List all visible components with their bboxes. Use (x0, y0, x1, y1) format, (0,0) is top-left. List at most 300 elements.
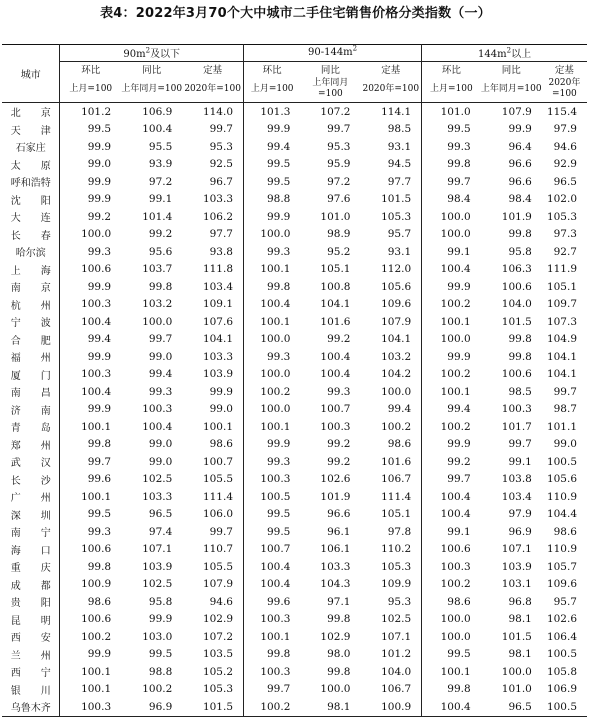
city-name: 哈尔滨 (2, 243, 60, 261)
index-value: 102.5 (142, 473, 173, 486)
index-value: 100.2 (440, 578, 471, 591)
price-index-table (2, 44, 587, 717)
index-value: 106.0 (182, 506, 243, 524)
index-value: 106.9 (546, 683, 577, 696)
base-label-mom: 上月=100 (244, 76, 301, 103)
index-value: 101.5 (360, 191, 421, 209)
index-value: 100.0 (501, 665, 532, 678)
city-name: 乌鲁木齐 (2, 698, 60, 716)
index-value: 100.1 (440, 315, 471, 328)
column-header-yoy: 同比 (320, 65, 340, 76)
table-row (2, 243, 587, 261)
index-value: 98.6 (447, 595, 471, 608)
city-name: 南 京 (2, 278, 60, 296)
index-value: 95.2 (327, 245, 351, 258)
index-value: 111.4 (182, 488, 243, 506)
index-value: 95.7 (553, 595, 577, 608)
column-header-yoy: 同比 (501, 65, 521, 76)
index-value: 100.2 (260, 385, 291, 398)
index-value: 104.2 (360, 366, 421, 384)
index-value: 99.8 (447, 158, 471, 171)
index-value: 99.2 (148, 228, 173, 241)
index-value: 105.1 (360, 506, 421, 524)
index-value: 103.3 (182, 348, 243, 366)
index-value: 99.1 (148, 193, 173, 206)
table-row (2, 611, 587, 629)
city-name: 重 庆 (2, 558, 60, 576)
index-value: 97.1 (327, 595, 351, 608)
index-value: 99.8 (266, 648, 291, 661)
table-row (2, 331, 587, 349)
index-value: 100.2 (360, 418, 421, 436)
index-value: 99.3 (87, 525, 112, 538)
index-value: 99.7 (266, 683, 291, 696)
index-value: 105.3 (360, 558, 421, 576)
index-value: 95.3 (182, 138, 243, 156)
index-value: 103.0 (142, 630, 173, 643)
city-name: 呼和浩特 (2, 173, 60, 191)
index-value: 99.0 (553, 438, 577, 451)
city-name: 长 沙 (2, 471, 60, 489)
index-value: 101.9 (501, 210, 532, 223)
index-value: 98.1 (508, 648, 532, 661)
index-value: 105.1 (320, 263, 351, 276)
index-value: 99.0 (87, 158, 112, 171)
city-name: 银 川 (2, 681, 60, 699)
index-value: 100.4 (260, 578, 291, 591)
group-header-large: $144m^2$以上 (422, 44, 587, 62)
index-value: 100.6 (81, 263, 112, 276)
base-label-base: 2020年=100 (542, 76, 587, 103)
index-value: 96.9 (121, 698, 182, 716)
city-name: 太 原 (2, 156, 60, 174)
index-value: 98.0 (327, 648, 351, 661)
index-value: 100.7 (320, 403, 351, 416)
index-value: 99.2 (87, 210, 112, 223)
index-value: 100.0 (260, 368, 291, 381)
city-name: 福 州 (2, 348, 60, 366)
index-value: 107.1 (142, 543, 173, 556)
index-value: 99.8 (148, 280, 173, 293)
city-name: 长 春 (2, 226, 60, 244)
index-value: 100.4 (440, 490, 471, 503)
column-header-yoy: 同比 (142, 65, 162, 76)
index-value: 92.7 (553, 245, 577, 258)
index-value: 99.4 (360, 401, 421, 419)
table-row (2, 576, 587, 594)
index-value: 99.9 (447, 280, 471, 293)
index-value: 109.6 (546, 578, 577, 591)
index-value: 99.9 (87, 175, 112, 188)
index-value: 100.1 (81, 683, 112, 696)
index-value: 105.7 (546, 560, 577, 573)
index-value: 114.1 (360, 103, 421, 121)
index-value: 104.0 (360, 663, 421, 681)
index-value: 99.0 (182, 401, 243, 419)
index-value: 111.9 (546, 263, 577, 276)
index-value: 93.8 (182, 243, 243, 261)
table-row (2, 471, 587, 489)
index-value: 105.3 (546, 210, 577, 223)
index-value: 101.3 (260, 105, 291, 118)
index-value: 101.2 (81, 105, 112, 118)
table-row (2, 173, 587, 191)
table-row (2, 121, 587, 139)
index-value: 101.0 (501, 683, 532, 696)
city-name: 广 州 (2, 488, 60, 506)
index-value: 98.4 (447, 193, 471, 206)
table-row (2, 523, 587, 541)
index-value: 103.7 (142, 263, 173, 276)
index-value: 99.9 (87, 140, 112, 153)
index-value: 99.3 (266, 245, 291, 258)
index-value: 95.8 (508, 245, 532, 258)
index-value: 96.5 (481, 698, 542, 716)
index-value: 99.7 (87, 455, 112, 468)
index-value: 100.3 (320, 420, 351, 433)
table-row (2, 628, 587, 646)
index-value: 94.6 (553, 140, 577, 153)
table-row (2, 138, 587, 156)
table-row (2, 366, 587, 384)
index-value: 99.0 (148, 350, 173, 363)
index-value: 115.4 (546, 105, 577, 118)
index-value: 96.4 (508, 140, 532, 153)
index-value: 102.6 (546, 613, 577, 626)
base-label-base: 2020年=100 (360, 76, 421, 103)
table-row (2, 681, 587, 699)
index-value: 100.0 (360, 383, 421, 401)
index-value: 98.9 (327, 228, 351, 241)
index-value: 100.5 (546, 455, 577, 468)
index-value: 107.9 (501, 105, 532, 118)
index-value: 104.9 (546, 333, 577, 346)
table-row (2, 593, 587, 611)
index-value: 99.2 (327, 333, 351, 346)
index-value: 100.1 (260, 315, 291, 328)
index-value: 97.7 (182, 226, 243, 244)
index-value: 100.3 (142, 403, 173, 416)
index-value: 100.4 (440, 508, 471, 521)
index-value: 100.2 (142, 683, 173, 696)
index-value: 107.2 (182, 628, 243, 646)
index-value: 100.3 (81, 368, 112, 381)
index-value: 103.4 (501, 490, 532, 503)
index-value: 100.4 (260, 560, 291, 573)
index-value: 98.6 (360, 436, 421, 454)
index-value: 109.1 (182, 296, 243, 314)
index-value: 97.9 (508, 508, 532, 521)
index-value: 97.2 (148, 175, 173, 188)
index-value: 98.1 (300, 698, 360, 716)
table-row (2, 506, 587, 524)
city-name: 上 海 (2, 261, 60, 279)
base-label-yoy: 上年同月=100 (300, 76, 360, 103)
table-row (2, 313, 587, 331)
index-value: 106.3 (501, 263, 532, 276)
index-value: 101.5 (501, 630, 532, 643)
index-value: 99.0 (148, 455, 173, 468)
index-value: 99.7 (447, 175, 471, 188)
index-value: 114.0 (182, 103, 243, 121)
city-name: 石家庄 (2, 138, 60, 156)
index-value: 99.9 (87, 648, 112, 661)
index-value: 101.7 (501, 420, 532, 433)
index-value: 99.9 (87, 280, 112, 293)
index-value: 100.1 (260, 263, 291, 276)
index-value: 100.1 (182, 418, 243, 436)
index-value: 109.6 (360, 296, 421, 314)
index-value: 103.8 (501, 473, 532, 486)
index-value: 98.4 (508, 193, 532, 206)
index-value: 99.3 (327, 385, 351, 398)
table-row (2, 646, 587, 664)
index-value: 99.1 (508, 455, 532, 468)
city-name: 大 连 (2, 208, 60, 226)
index-value: 105.5 (182, 471, 243, 489)
index-value: 99.3 (87, 245, 112, 258)
index-value: 99.8 (327, 665, 351, 678)
index-value: 99.9 (266, 210, 291, 223)
index-value: 101.4 (142, 210, 173, 223)
index-value: 98.6 (182, 436, 243, 454)
index-value: 100.6 (501, 280, 532, 293)
index-value: 97.2 (327, 175, 351, 188)
index-value: 97.8 (360, 523, 421, 541)
index-value: 112.0 (360, 261, 421, 279)
index-value: 99.9 (266, 123, 291, 136)
table-row (2, 156, 587, 174)
table-row (2, 296, 587, 314)
index-value: 100.8 (320, 280, 351, 293)
city-name: 海 口 (2, 541, 60, 559)
column-header-base: 定基 (360, 62, 421, 77)
index-value: 100.0 (440, 613, 471, 626)
city-name: 厦 门 (2, 366, 60, 384)
city-name: 兰 州 (2, 646, 60, 664)
index-value: 99.4 (87, 333, 112, 346)
index-value: 103.9 (501, 560, 532, 573)
index-value: 103.2 (360, 348, 421, 366)
index-value: 101.6 (320, 315, 351, 328)
index-value: 100.0 (260, 403, 291, 416)
index-value: 99.9 (87, 403, 112, 416)
index-value: 100.1 (81, 420, 112, 433)
index-value: 97.4 (148, 525, 173, 538)
index-value: 95.9 (327, 158, 351, 171)
table-row (2, 401, 587, 419)
index-value: 99.1 (447, 525, 471, 538)
index-value: 99.5 (266, 525, 291, 538)
city-name: 南 昌 (2, 383, 60, 401)
index-value: 99.9 (87, 193, 112, 206)
index-value: 99.5 (447, 123, 471, 136)
index-value: 99.8 (266, 280, 291, 293)
index-value: 109.9 (360, 576, 421, 594)
index-value: 99.5 (87, 508, 112, 521)
index-value: 96.1 (327, 525, 351, 538)
index-value: 107.1 (501, 543, 532, 556)
city-name: 宁 波 (2, 313, 60, 331)
index-value: 102.6 (320, 473, 351, 486)
index-value: 99.2 (327, 455, 351, 468)
index-value: 104.0 (501, 298, 532, 311)
index-value: 93.1 (360, 243, 421, 261)
index-value: 103.3 (142, 490, 173, 503)
index-value: 102.5 (360, 611, 421, 629)
index-value: 100.3 (260, 473, 291, 486)
index-value: 96.7 (182, 173, 243, 191)
index-value: 98.5 (360, 121, 421, 139)
table-row (2, 558, 587, 576)
index-value: 100.0 (142, 315, 173, 328)
index-value: 104.3 (320, 578, 351, 591)
table-row (2, 383, 587, 401)
index-value: 99.4 (447, 403, 471, 416)
index-value: 101.5 (501, 315, 532, 328)
index-value: 106.4 (546, 630, 577, 643)
city-name: 武 汉 (2, 453, 60, 471)
column-header-mom: 环比 (441, 65, 461, 76)
index-value: 93.1 (360, 138, 421, 156)
index-value: 104.1 (360, 331, 421, 349)
index-value: 99.5 (87, 123, 112, 136)
index-value: 100.1 (260, 420, 291, 433)
city-name: 合 肥 (2, 331, 60, 349)
table-title: 表4：2022年3月70个大中城市二手住宅销售价格分类指数（一） (100, 6, 491, 21)
index-value: 100.7 (182, 453, 243, 471)
index-value: 103.2 (142, 298, 173, 311)
index-value: 100.2 (440, 368, 471, 381)
index-value: 100.3 (260, 665, 291, 678)
index-value: 99.7 (553, 385, 577, 398)
city-name: 郑 州 (2, 436, 60, 454)
index-value: 96.6 (508, 158, 532, 171)
index-value: 99.9 (447, 438, 471, 451)
index-value: 100.3 (440, 560, 471, 573)
index-value: 100.0 (260, 228, 291, 241)
index-value: 99.3 (266, 350, 291, 363)
table-row (2, 488, 587, 506)
index-value: 110.9 (546, 490, 577, 503)
index-value: 107.9 (182, 576, 243, 594)
index-value: 105.5 (182, 558, 243, 576)
city-name: 天 津 (2, 121, 60, 139)
table-row (2, 436, 587, 454)
index-value: 99.8 (87, 560, 112, 573)
index-value: 100.2 (440, 420, 471, 433)
index-value: 102.9 (320, 630, 351, 643)
index-value: 98.8 (148, 665, 173, 678)
index-value: 102.9 (182, 611, 243, 629)
index-value: 99.6 (87, 473, 112, 486)
index-value: 99.8 (508, 350, 532, 363)
index-value: 99.0 (148, 438, 173, 451)
index-value: 100.4 (142, 420, 173, 433)
index-value: 100.2 (81, 630, 112, 643)
city-name: 成 都 (2, 576, 60, 594)
index-value: 101.6 (360, 453, 421, 471)
index-value: 100.3 (260, 613, 291, 626)
table-row (2, 261, 587, 279)
table-row (2, 418, 587, 436)
index-value: 100.4 (260, 298, 291, 311)
index-value: 99.9 (447, 350, 471, 363)
city-name: 昆 明 (2, 611, 60, 629)
group-header-small: $90m^2$及以下 (60, 44, 244, 62)
index-value: 101.9 (320, 490, 351, 503)
index-value: 102.5 (142, 578, 173, 591)
index-value: 110.7 (182, 541, 243, 559)
index-value: 100.5 (546, 648, 577, 661)
index-value: 107.1 (360, 628, 421, 646)
index-value: 99.5 (266, 158, 291, 171)
table-row (2, 348, 587, 366)
index-value: 100.6 (440, 543, 471, 556)
city-name: 贵 阳 (2, 593, 60, 611)
index-value: 99.9 (266, 438, 291, 451)
index-value: 98.6 (553, 525, 577, 538)
column-header-mom: 环比 (81, 65, 101, 76)
index-value: 99.2 (327, 438, 351, 451)
index-value: 95.7 (360, 226, 421, 244)
base-label-yoy: 上年同月=100 (481, 76, 542, 103)
index-value: 96.8 (508, 595, 532, 608)
index-value: 95.3 (327, 140, 351, 153)
index-value: 96.5 (148, 508, 173, 521)
index-value: 97.3 (553, 228, 577, 241)
index-value: 99.9 (87, 350, 112, 363)
index-value: 99.5 (266, 508, 291, 521)
index-value: 100.3 (501, 403, 532, 416)
city-name: 沈 阳 (2, 191, 60, 209)
index-value: 101.0 (440, 105, 471, 118)
table-row (2, 698, 587, 716)
index-value: 100.4 (81, 385, 112, 398)
index-value: 101.0 (320, 210, 351, 223)
index-value: 99.3 (447, 140, 471, 153)
index-value: 101.5 (182, 698, 243, 716)
index-value: 100.7 (260, 543, 291, 556)
city-name: 杭 州 (2, 296, 60, 314)
index-value: 111.4 (360, 488, 421, 506)
base-label-mom: 上月=100 (60, 76, 121, 103)
index-value: 99.4 (148, 368, 173, 381)
index-value: 99.7 (182, 523, 243, 541)
index-value: 100.6 (501, 368, 532, 381)
table-row (2, 278, 587, 296)
table-row (2, 226, 587, 244)
index-value: 100.0 (440, 228, 471, 241)
index-value: 95.8 (148, 595, 173, 608)
index-value: 97.6 (327, 193, 351, 206)
index-value: 100.1 (440, 385, 471, 398)
index-value: 100.0 (440, 210, 471, 223)
index-value: 94.6 (182, 593, 243, 611)
index-value: 99.7 (148, 333, 173, 346)
table-row (2, 453, 587, 471)
index-value: 106.7 (360, 471, 421, 489)
index-value: 99.9 (148, 613, 173, 626)
index-value: 105.2 (182, 663, 243, 681)
index-value: 100.5 (542, 698, 587, 716)
group-header-medium: $90-144m^2$ (244, 44, 422, 62)
index-value: 100.0 (260, 333, 291, 346)
index-value: 99.3 (266, 455, 291, 468)
index-value: 107.2 (320, 105, 351, 118)
index-value: 99.5 (148, 648, 173, 661)
column-header-base: 定基 (182, 62, 243, 77)
